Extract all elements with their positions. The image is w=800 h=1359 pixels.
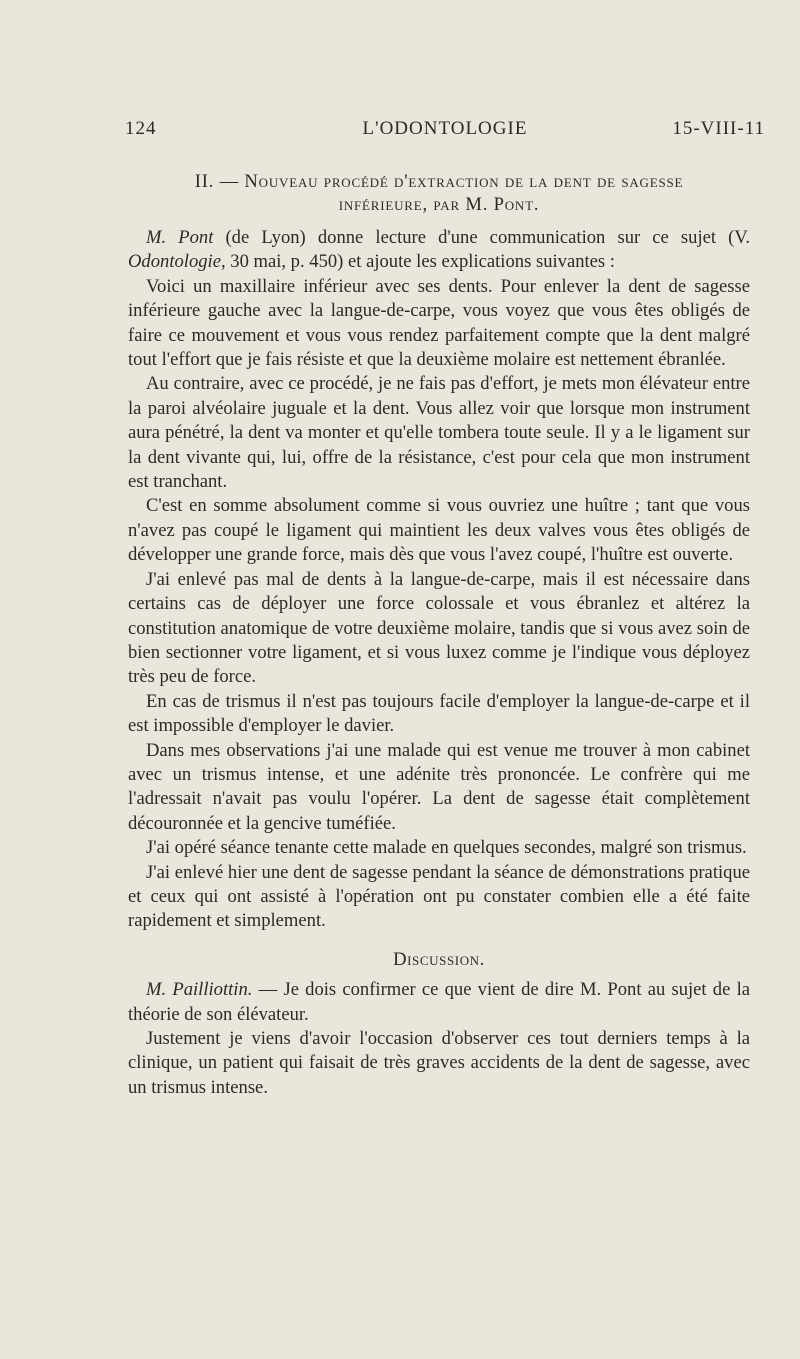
intro-paragraph: [128, 226, 750, 275]
speaker-name: M. Pont: [146, 227, 214, 248]
paragraph: En cas de trismus il n'est pas toujours facile d'employer la langue-de-carpe et il est impossible d'employer le davier.: [128, 690, 750, 737]
discussion-heading: Discussion.: [393, 948, 485, 970]
paragraph: J'ai opéré séance tenante cette malade en quelques secondes, malgré son trismus.: [146, 837, 747, 859]
paragraph: J'ai enlevé hier une dent de sagesse pendant la séance de démonstrations pratique et ceux qui ont assisté à l'opération ont pu constater combien elle a été faite rapidement et simplement.: [128, 861, 750, 932]
paragraph: J'ai enlevé pas mal de dents à la langue-de-carpe, mais il est nécessaire dans certains cas de déployer une force colossale et vous ébranlez et altérez la constitution anatomique de votre deuxième molaire, tandis que si vous avez soin de bien sectionner votre ligament, et si vous luxez comme je l'indique vous déployez très peu de force.: [128, 568, 750, 688]
issue-date: 15-VIII-11: [672, 118, 765, 139]
article-body: [128, 170, 750, 1100]
paragraph: C'est en somme absolument comme si vous ouvriez une huître ; tant que vous n'avez pas coupé le ligament qui maintient les deux valves vous êtes obligés de développer une grande force, mais dès que vous l'avez coupé, l'huître est ouverte.: [128, 495, 750, 566]
discussion-paragraph: [128, 978, 750, 1027]
journal-reference: Odontologie: [128, 251, 221, 273]
discussion-paragraph-2: Justement je viens d'avoir l'occasion d'observer ces tout derniers temps à la clinique, un patient qui faisait de très graves accidents de la dent de sagesse, avec un trismus intense.: [128, 1028, 750, 1098]
paragraph: Dans mes observations j'ai une malade qui est venue me trouver à mon cabinet avec un trismus intense, et une adénite très prononcée. Le confrère qui me l'adressait n'avait pas voulu l'opérer. La dent de sagesse était complètement découronnée et la gencive tuméfiée.: [128, 739, 750, 834]
journal-title: L'ODONTOLOGIE: [362, 118, 528, 139]
paragraph: Voici un maxillaire inférieur avec ses dents. Pour enlever la dent de sagesse inférieure gauche avec la langue-de-carpe, vous voyez que vous êtes obligés de faire ce mouvement et vous vous rendez parfaitement compte que la dent malgré tout l'effort que je fais résiste et que la deuxième molaire est nettement ébranlée.: [128, 275, 750, 371]
page-number: 124: [125, 118, 157, 139]
discussion-speaker: M. Pailliottin.: [146, 979, 253, 1001]
discussion-text: — Je dois confirmer ce que vient de dire M. Pont au sujet de la théorie de son élévateur.: [128, 979, 750, 1025]
section-title: [128, 170, 750, 216]
intro-text-b: , 30 mai, p. 450) et ajoute les explications suivantes :: [220, 251, 615, 273]
paragraph: Au contraire, avec ce procédé, je ne fais pas d'effort, je mets mon élévateur entre la paroi alvéolaire juguale et la dent. Vous allez voir que lorsque mon instrument aura pénétré, la dent va monter et qu'elle tombera toute seule. Il y a le ligament sur la dent vivante qui, lui, offre de la résistance, c'est pour cela que mon instrument est tranchant.: [128, 373, 750, 493]
section-title-line-2: inférieure, par M. Pont.: [338, 194, 540, 215]
intro-text-a: (de Lyon) donne lecture d'une communication sur ce sujet (V.: [213, 227, 751, 248]
section-title-line-1: II. — Nouveau procédé d'extraction de la dent de sagesse: [194, 171, 684, 192]
running-header: [125, 118, 765, 144]
